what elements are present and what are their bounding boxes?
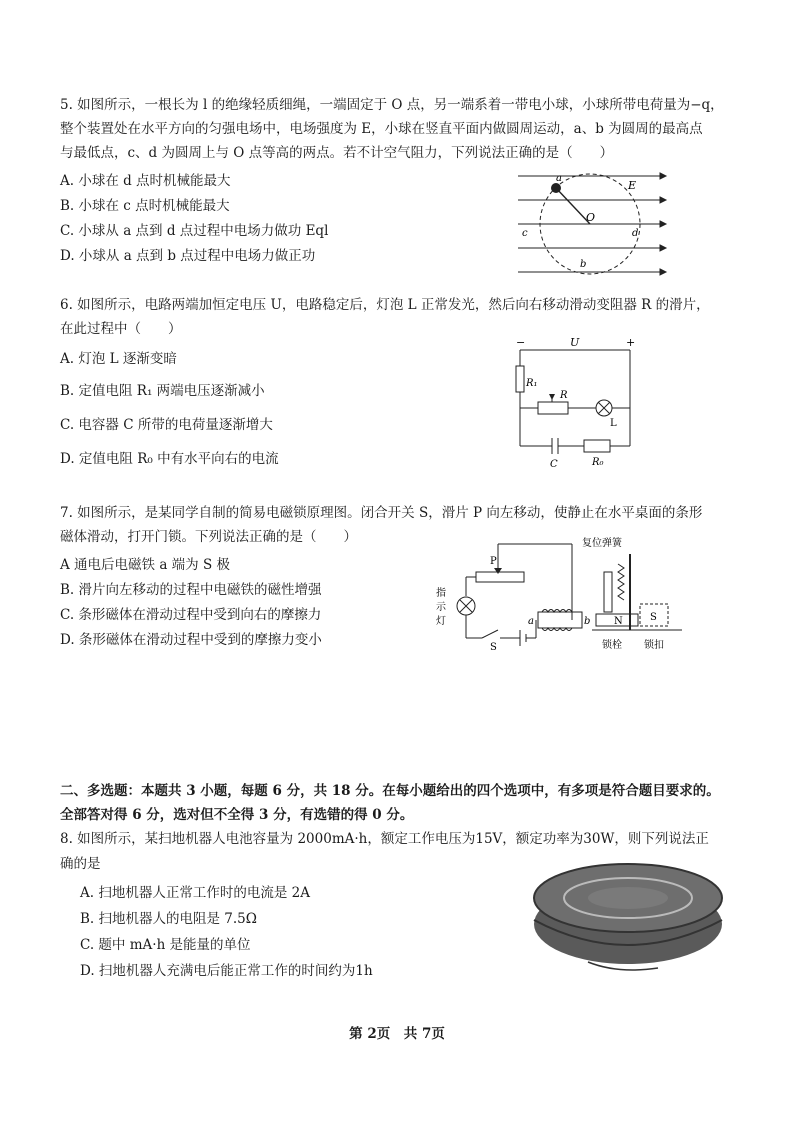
q5-fig-label-e: E xyxy=(628,179,637,192)
q7-fig-label-bolt: 锁栓 xyxy=(602,640,622,651)
q6-stem-line1: 6. 如图所示，电路两端加恒定电压 U，电路稳定后，灯泡 L 正常发光，然后向右移动滑动变阻器 R 的滑片， xyxy=(60,297,710,313)
q7-fig-label-b: b xyxy=(584,616,591,627)
q8-option-a[interactable]: A. 扫地机器人正常工作时的电流是 2A xyxy=(80,885,310,901)
q6-stem-line2: 在此过程中（ ） xyxy=(60,321,182,337)
q8-stem-line1: 8. 如图所示，某扫地机器人电池容量为 2000mA·h，额定工作电压为15V，额定功率为30W，则下列说法正 xyxy=(60,831,709,847)
q5-stem-line3: 与最低点，c、d 为圆周上与 O 点等高的两点。若不计空气阻力，下列说法正确的是（ ） xyxy=(60,145,614,161)
q7-fig-label-spring: 复位弹簧 xyxy=(582,538,622,549)
q7-option-b[interactable]: B. 滑片向左移动的过程中电磁铁的磁性增强 xyxy=(60,582,322,598)
q6-fig-label-c: C xyxy=(550,459,558,470)
q6-option-d[interactable]: D. 定值电阻 R₀ 中有水平向右的电流 xyxy=(60,451,279,467)
page-footer: 第 2页 共 7页 xyxy=(349,1026,445,1042)
section2-header-line1: 二、多选题：本题共 3 小题，每题 6 分，共 18 分。在每小题给出的四个选项中，有多项是符合题目要求的。 xyxy=(60,783,720,799)
q5-fig-label-b: b xyxy=(580,259,587,270)
q6-fig-label-plus: + xyxy=(626,336,636,349)
q7-option-a[interactable]: A 通电后电磁铁 a 端为 S 极 xyxy=(60,557,231,573)
q6-fig-label-r1: R₁ xyxy=(526,378,538,389)
q7-fig-label-lamp-2: 示 xyxy=(436,602,446,613)
q7-option-c[interactable]: C. 条形磁体在滑动过程中受到向右的摩擦力 xyxy=(60,607,322,623)
q7-fig-label-buckle: 锁扣 xyxy=(644,640,664,651)
q7-option-d[interactable]: D. 条形磁体在滑动过程中受到的摩擦力变小 xyxy=(60,632,322,648)
q6-fig-label-r0: R₀ xyxy=(592,457,604,468)
q7-electromagnetic-lock-figure xyxy=(432,534,692,658)
q6-option-a[interactable]: A. 灯泡 L 逐渐变暗 xyxy=(60,351,177,367)
q7-stem-line2: 磁体滑动，打开门锁。下列说法正确的是（ ） xyxy=(60,529,357,545)
q8-stem-line2: 确的是 xyxy=(60,856,101,872)
q6-option-b[interactable]: B. 定值电阻 R₁ 两端电压逐渐减小 xyxy=(60,383,265,399)
q7-fig-label-lamp-3: 灯 xyxy=(436,616,446,627)
q5-option-c[interactable]: C. 小球从 a 点到 d 点过程中电场力做功 Eql xyxy=(60,223,329,239)
q5-figure xyxy=(510,168,670,283)
q5-fig-label-a: a xyxy=(556,173,562,184)
q6-fig-label-r: R xyxy=(560,390,568,401)
q7-fig-label-lamp-1: 指 xyxy=(436,588,446,599)
section2-header-line2: 全部答对得 6 分，选对但不全得 3 分，有选错的得 0 分。 xyxy=(60,807,414,823)
q7-stem-line1: 7. 如图所示，是某同学自制的简易电磁锁原理图。闭合开关 S，滑片 P 向左移动，使静止在水平桌面的条形 xyxy=(60,505,703,521)
q5-stem-line2: 整个装置处在水平方向的匀强电场中，电场强度为 E，小球在竖直平面内做圆周运动，a、b 为圆周的最高点 xyxy=(60,121,703,137)
q8-option-c[interactable]: C. 题中 mA·h 是能量的单位 xyxy=(80,937,251,953)
q7-fig-label-p: P xyxy=(490,556,497,567)
q5-option-d[interactable]: D. 小球从 a 点到 b 点过程中电场力做正功 xyxy=(60,248,316,264)
q5-option-a[interactable]: A. 小球在 d 点时机械能最大 xyxy=(60,173,231,189)
q6-fig-label-l: L xyxy=(610,418,617,429)
q6-fig-label-minus: − xyxy=(516,336,526,349)
q7-fig-label-a: a xyxy=(528,616,534,627)
q5-fig-label-d: d xyxy=(632,228,639,239)
q8-option-b[interactable]: B. 扫地机器人的电阻是 7.5Ω xyxy=(80,911,257,927)
q5-fig-label-c: c xyxy=(522,228,528,239)
q7-fig-label-n: N xyxy=(614,616,623,627)
q6-circuit-figure xyxy=(512,336,642,471)
q5-fig-label-o: O xyxy=(586,211,596,224)
q5-option-b[interactable]: B. 小球在 c 点时机械能最大 xyxy=(60,198,230,214)
q7-fig-label-s-pole: S xyxy=(650,612,657,623)
q6-option-c[interactable]: C. 电容器 C 所带的电荷量逐渐增大 xyxy=(60,417,273,433)
q6-fig-label-u: U xyxy=(570,336,580,349)
q8-option-d[interactable]: D. 扫地机器人充满电后能正常工作的时间约为1h xyxy=(80,963,373,979)
q8-robot-vacuum-image xyxy=(528,858,728,978)
q5-stem-line1: 5. 如图所示，一根长为 l 的绝缘轻质细绳，一端固定于 O 点，另一端系着一带电小球，小球所带电荷量为−q， xyxy=(60,97,724,113)
q7-fig-label-switch: S xyxy=(490,642,497,653)
